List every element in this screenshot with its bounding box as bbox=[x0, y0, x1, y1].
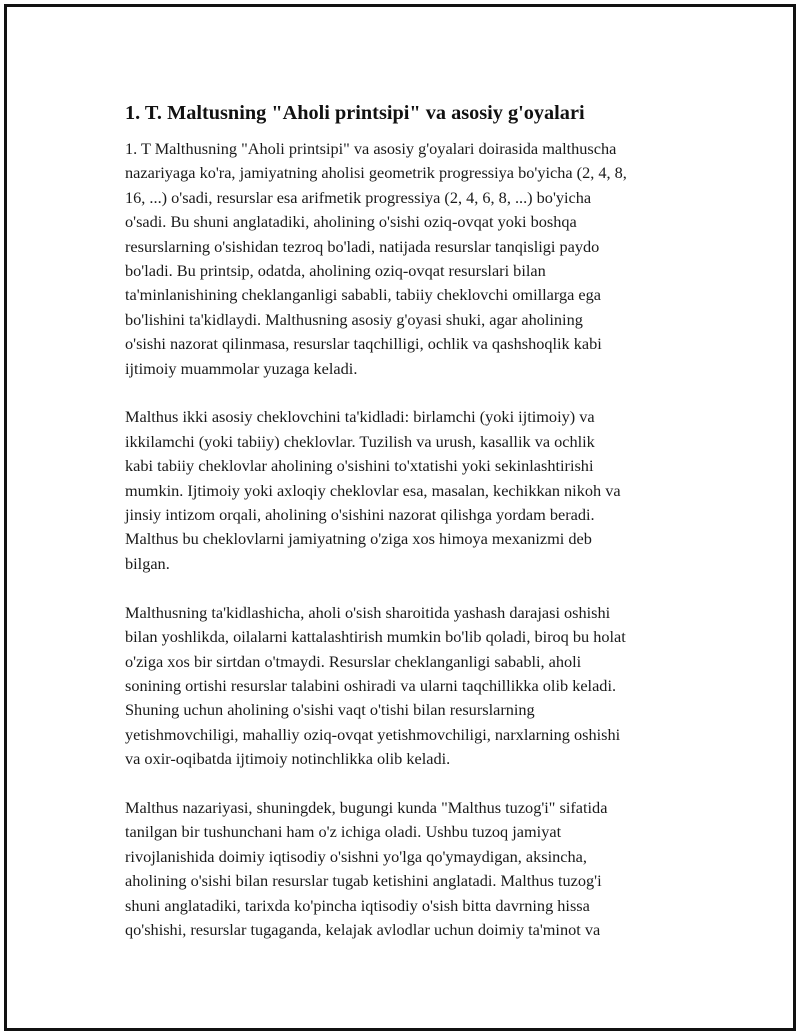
paragraph-line: bilgan. bbox=[125, 553, 170, 573]
paragraph-line: o'sadi. Bu shuni anglatadiki, aholining o'sishi oziq-ovqat yoki boshqa bbox=[125, 212, 577, 232]
paragraph-line: jinsiy intizom orqali, aholining o'sishini nazorat qilishga yordam beradi. bbox=[125, 505, 595, 525]
paragraph bbox=[125, 601, 700, 772]
paragraph-line: bo'lishini ta'kidlaydi. Malthusning asosiy g'oyasi shuki, agar aholining bbox=[125, 309, 583, 329]
paragraph-line: ikkilamchi (yoki tabiiy) cheklovlar. Tuzilish va urush, kasallik va ochlik bbox=[125, 431, 595, 451]
paragraph-line: bo'ladi. Bu printsip, odatda, aholining oziq-ovqat resurslari bilan bbox=[125, 261, 546, 281]
paragraph-line: o'sishi nazorat qilinmasa, resurslar taqchilligi, ochlik va qashshoqlik kabi bbox=[125, 334, 602, 354]
paragraph-line: 1. T Malthusning "Aholi printsipi" va asosiy g'oyalari doirasida malthuscha bbox=[125, 139, 617, 158]
document-title: 1. T. Maltusning "Aholi printsipi" va asosiy g'oyalari bbox=[125, 102, 585, 124]
paragraph-line: Malthus bu cheklovlarni jamiyatning o'ziga xos himoya mexanizmi deb bbox=[125, 529, 592, 549]
paragraph-line: shuni anglatadiki, tarixda ko'pincha iqtisodiy o'sish bitta davrning hissa bbox=[125, 895, 590, 915]
paragraph-line: bilan yoshlikda, oilalarni kattalashtirish mumkin bo'lib qoladi, biroq bu holat bbox=[125, 627, 626, 647]
page-frame bbox=[4, 4, 796, 1031]
paragraph-line: aholining o'sishi bilan resurslar tugab ketishini anglatadi. Malthus tuzog'i bbox=[125, 871, 602, 891]
paragraph bbox=[125, 405, 700, 576]
paragraph bbox=[125, 796, 700, 942]
paragraph-line: qo'shishi, resurslar tugaganda, kelajak avlodlar uchun doimiy ta'minot va bbox=[125, 919, 601, 939]
paragraph-line: o'ziga xos bir sirtdan o'tmaydi. Resurslar cheklanganligi sababli, aholi bbox=[125, 651, 582, 671]
paragraph-line: ijtimoiy muammolar yuzaga keladi. bbox=[125, 358, 358, 378]
paragraph-line: tanilgan bir tushunchani ham o'z ichiga oladi. Ushbu tuzoq jamiyat bbox=[125, 822, 562, 842]
paragraph-line: sonining ortishi resurslar talabini oshiradi va ularni taqchillikka olib keladi. bbox=[125, 675, 617, 695]
paragraph-line: rivojlanishida doimiy iqtisodiy o'sishni yo'lga qo'ymaydigan, aksincha, bbox=[125, 846, 587, 866]
paragraph-line: 16, ...) o'sadi, resurslar esa arifmetik progressiya (2, 4, 6, 8, ...) bo'yicha bbox=[125, 187, 592, 207]
paragraph-line: Malthus nazariyasi, shuningdek, bugungi kunda "Malthus tuzog'i" sifatida bbox=[125, 797, 608, 817]
paragraph-line: yetishmovchiligi, mahalliy oziq-ovqat yetishmovchiligi, narxlarning oshishi bbox=[125, 724, 621, 744]
paragraph-line: va oxir-oqibatda ijtimoiy notinchlikka olib keladi. bbox=[125, 749, 451, 769]
document-body bbox=[125, 99, 700, 967]
paragraph bbox=[125, 137, 700, 381]
paragraph-container bbox=[125, 137, 700, 942]
paragraph-line: mumkin. Ijtimoiy yoki axloqiy cheklovlar esa, masalan, kechikkan nikoh va bbox=[125, 480, 621, 500]
paragraph-line: resurslarning o'sishidan tezroq bo'ladi, natijada resurslar tanqisligi paydo bbox=[125, 236, 600, 256]
paragraph-line: ta'minlanishining cheklanganligi sababli, tabiiy cheklovchi omillarga ega bbox=[125, 285, 602, 305]
paragraph-line: kabi tabiiy cheklovlar aholining o'sishini to'xtatishi yoki sekinlashtirishi bbox=[125, 456, 594, 476]
paragraph-line: Malthusning ta'kidlashicha, aholi o'sish sharoitida yashash darajasi oshishi bbox=[125, 602, 611, 622]
paragraph-line: Shuning uchun aholining o'sishi vaqt o'tishi bilan resurslarning bbox=[125, 700, 535, 720]
paragraph-line: nazariyaga ko'ra, jamiyatning aholisi geometrik progressiya bo'yicha (2, 4, 8, bbox=[125, 163, 627, 183]
paragraph-line: Malthus ikki asosiy cheklovchini ta'kidladi: birlamchi (yoki ijtimoiy) va bbox=[125, 407, 595, 427]
